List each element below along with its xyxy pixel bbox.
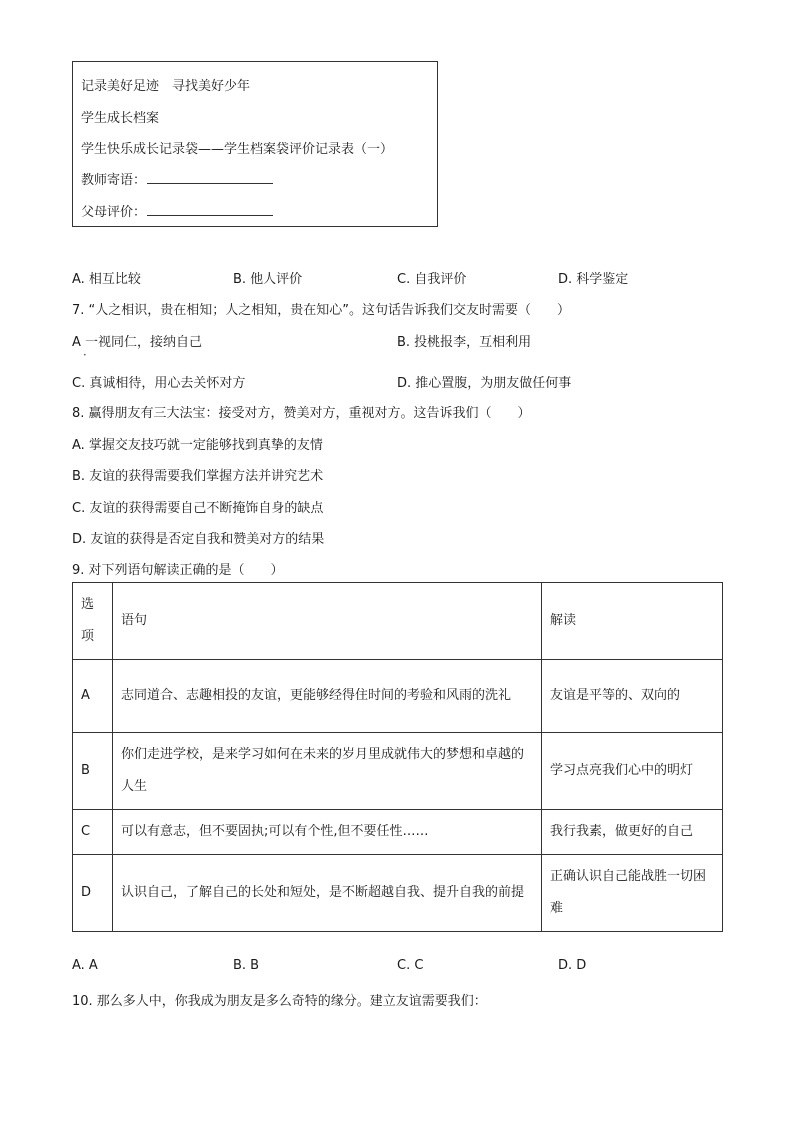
table-row: [73, 855, 723, 932]
q9-option-d: D. D: [558, 958, 587, 973]
teacher-comment-blank: [147, 171, 273, 184]
header-option: 选项: [73, 583, 113, 660]
parent-comment-label: 父母评价：: [81, 205, 147, 220]
parent-comment-blank: [147, 203, 273, 216]
table-row: [73, 810, 723, 855]
q7-stem: 7. “人之相识，贵在相知；人之相知，贵在知心”。这句话告诉我们交友时需要（ ）: [72, 303, 571, 318]
q9-option-c: C. C: [397, 958, 424, 973]
row-option: C: [73, 810, 113, 855]
q10-stem: 10. 那么多人中，你我成为朋友是多么奇特的缘分。建立友谊需要我们：: [72, 994, 487, 1009]
q7-option-c: C. 真诚相待，用心去关怀对方: [72, 376, 246, 391]
table-header-row: [73, 583, 723, 660]
q7-option-d: D. 推心置腹，为朋友做任何事: [397, 376, 572, 391]
q8-option-c: C. 友谊的获得需要自己不断掩饰自身的缺点: [72, 501, 324, 516]
table-row: [73, 733, 723, 810]
q9-option-a: A. A: [72, 958, 98, 973]
row-statement: 认识自己，了解自己的长处和短处，是不断超越自我、提升自我的前提: [113, 855, 542, 932]
row-interpretation: 我行我素，做更好的自己: [542, 810, 723, 855]
header-interpretation: 解读: [542, 583, 723, 660]
row-statement: 可以有意志，但不要固执;可以有个性,但不要任性……: [113, 810, 542, 855]
record-box-line3: 学生快乐成长记录袋——学生档案袋评价记录表（一）: [81, 142, 394, 157]
row-statement: 志同道合、志趣相投的友谊，更能够经得住时间的考验和风雨的洗礼: [113, 660, 542, 733]
q8-option-d: D. 友谊的获得是否定自我和赞美对方的结果: [72, 532, 325, 547]
q8-option-a: A. 掌握交友技巧就一定能够找到真挚的友情: [72, 438, 323, 453]
row-option: D: [73, 855, 113, 932]
record-box: [72, 61, 438, 227]
q9-option-b: B. B: [233, 958, 260, 973]
row-interpretation: 学习点亮我们心中的明灯: [542, 733, 723, 810]
row-option: B: [73, 733, 113, 810]
row-option: A: [73, 660, 113, 733]
header-statement: 语句: [113, 583, 542, 660]
row-interpretation: 正确认识自己能战胜一切困难: [542, 855, 723, 932]
q7-option-b: B. 投桃报李，互相利用: [397, 335, 532, 350]
q6-option-d: D. 科学鉴定: [558, 272, 629, 287]
row-statement: 你们走进学校，是来学习如何在未来的岁月里成就伟大的梦想和卓越的人生: [113, 733, 542, 810]
q6-option-b: B. 他人评价: [233, 272, 303, 287]
q6-option-c: C. 自我评价: [397, 272, 467, 287]
record-box-line1: 记录美好足迹 寻找美好少年: [81, 79, 251, 94]
parent-comment-row: [81, 201, 273, 220]
teacher-comment-label: 教师寄语：: [81, 173, 147, 188]
row-interpretation: 友谊是平等的、双向的: [542, 660, 723, 733]
q8-stem: 8. 赢得朋友有三大法宝：接受对方，赞美对方，重视对方。这告诉我们（ ）: [72, 406, 531, 421]
q6-option-a: A. 相互比较: [72, 272, 141, 287]
q9-stem: 9. 对下列语句解读正确的是（ ）: [72, 563, 284, 578]
record-box-line2: 学生成长档案: [81, 111, 160, 126]
teacher-comment-row: [81, 169, 273, 188]
q7-option-a: A 一视同仁，接纳自己: [72, 335, 203, 350]
table-row: [73, 660, 723, 733]
q9-table: [72, 582, 723, 932]
q8-option-b: B. 友谊的获得需要我们掌握方法并讲究艺术: [72, 469, 324, 484]
stray-dot: •: [83, 352, 87, 359]
